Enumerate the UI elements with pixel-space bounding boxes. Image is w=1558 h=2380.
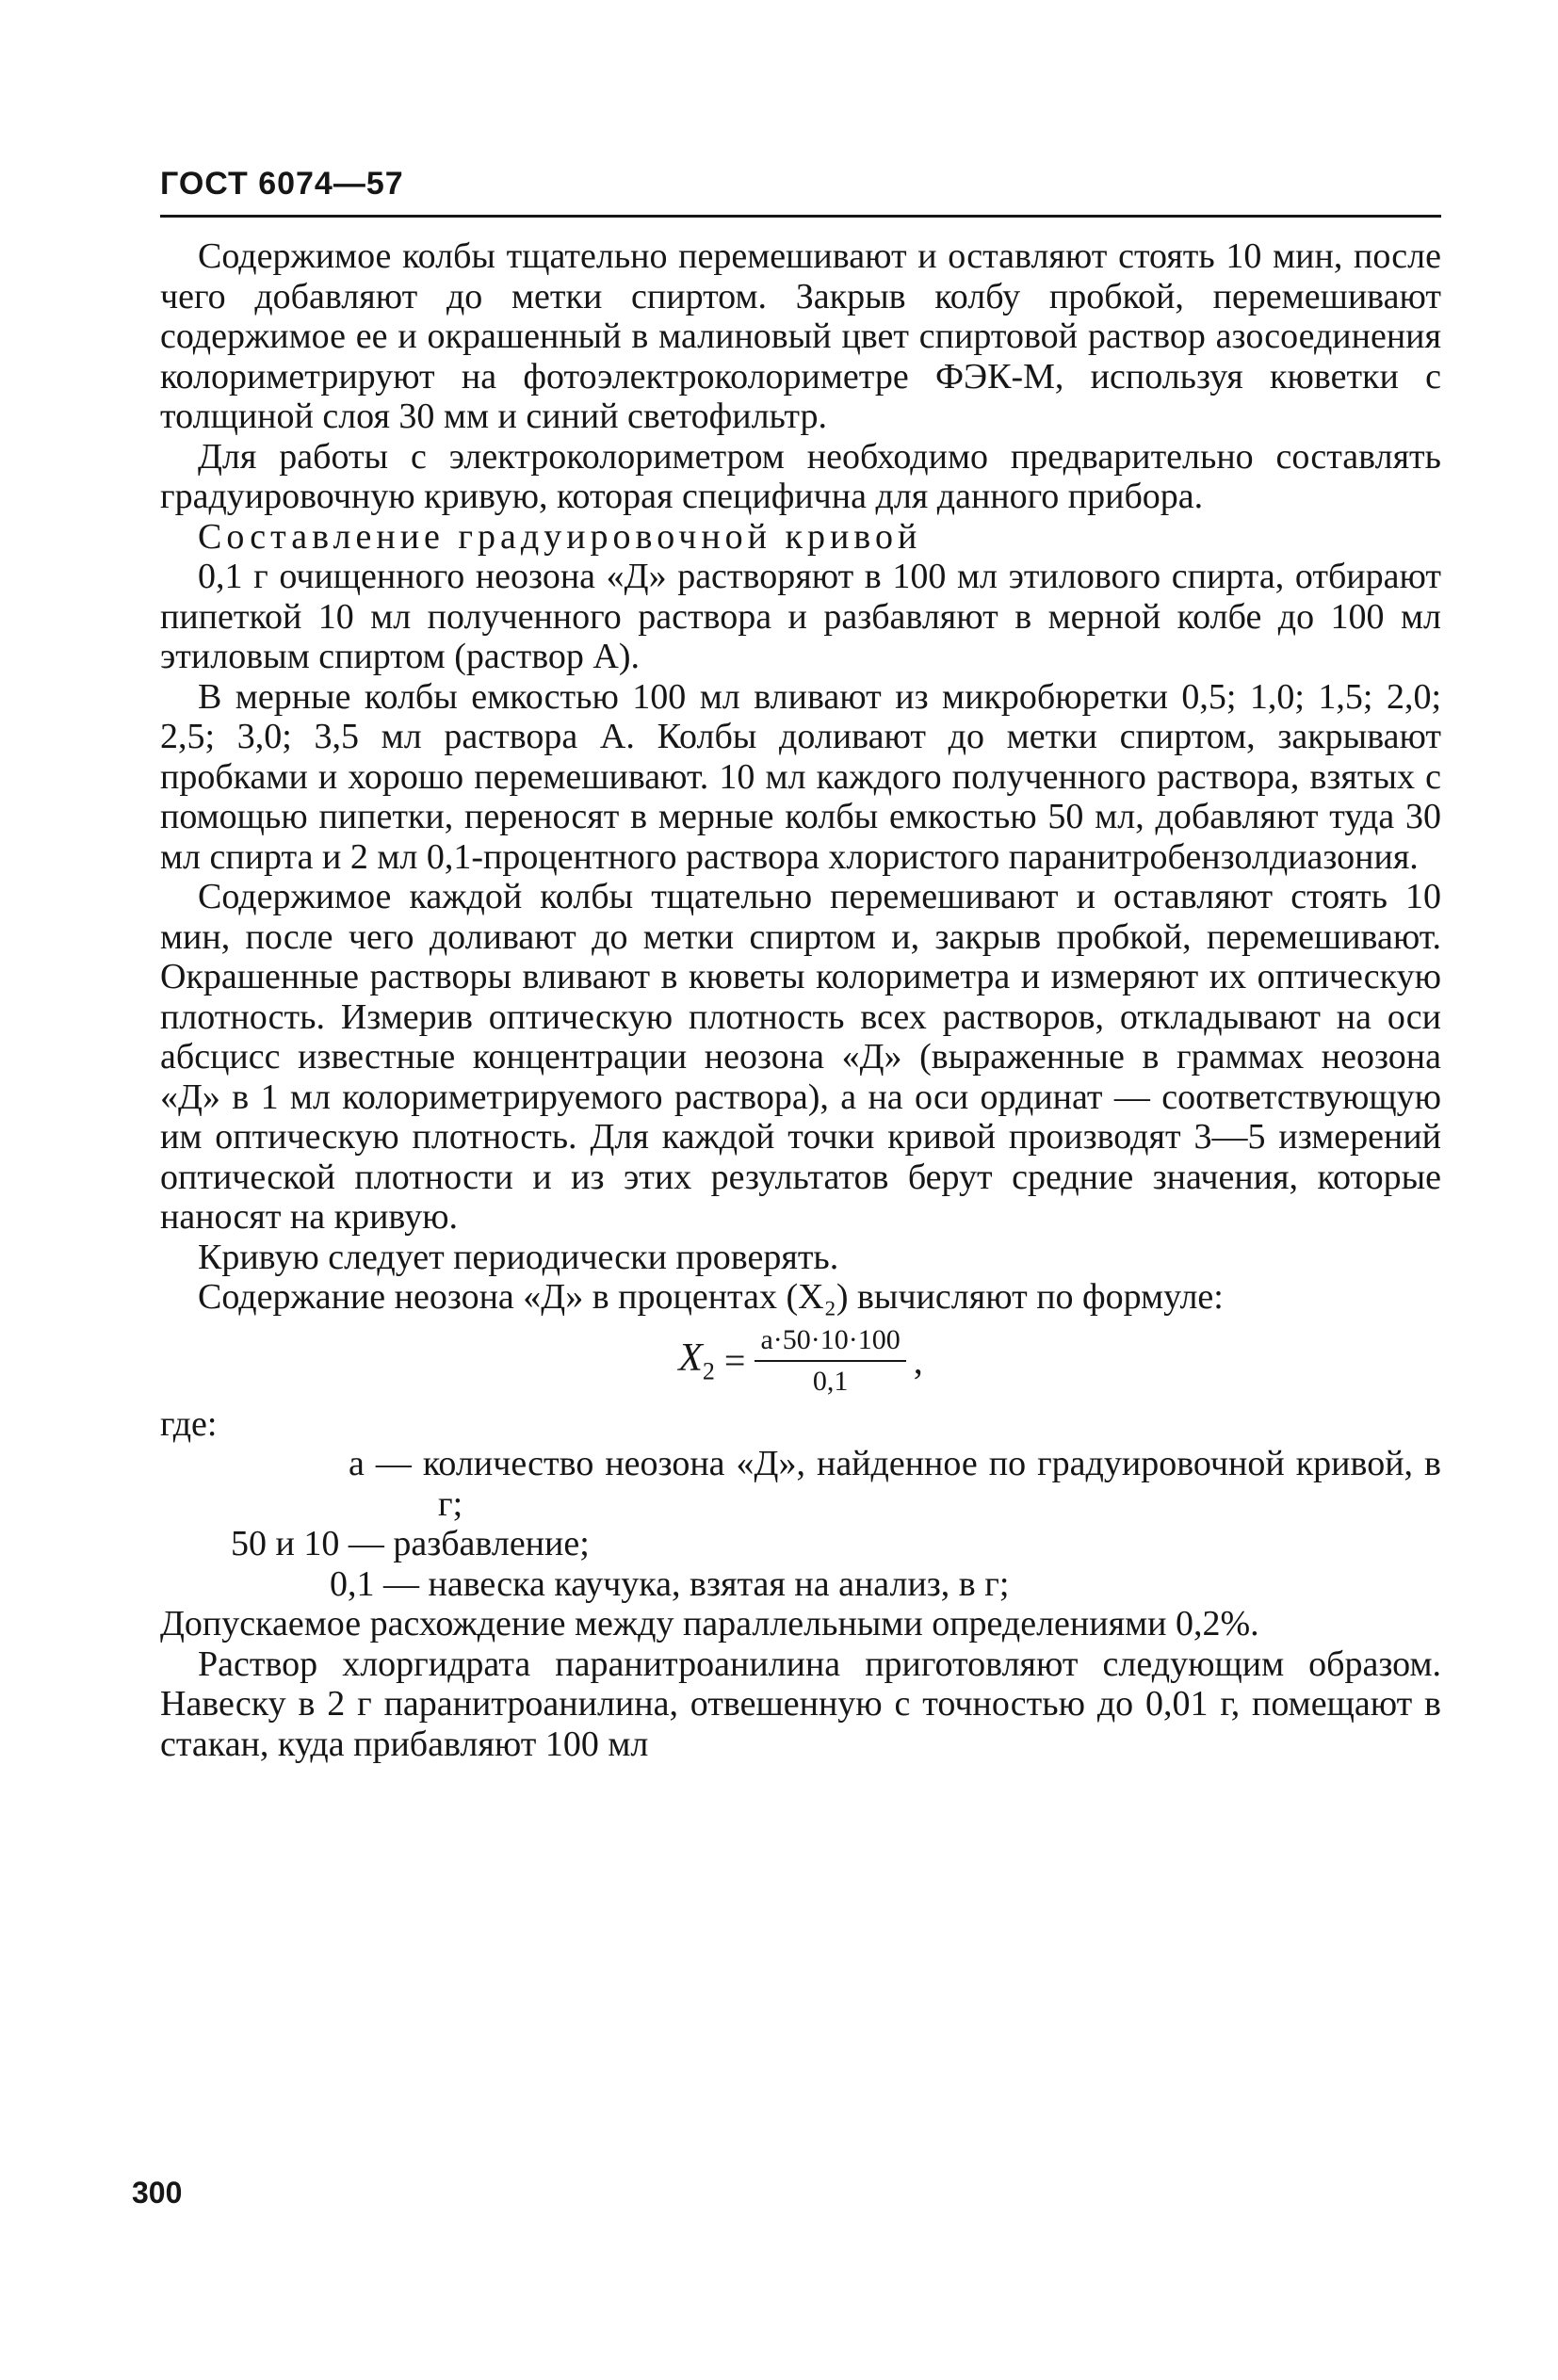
paragraph-6: Кривую следует периодически проверять. [198,1237,839,1277]
formula-comma: , [913,1339,923,1382]
document-page [160,160,1441,1764]
paragraph-4: В мерные колбы емкостью 100 мл вливают из микробюретки 0,5; 1,0; 1,5; 2,0; 2,5; 3,0; 3,5 мл раствора А. Колбы доливают до метки спиртом, закрывают пробками и хорошо перемешивают. 10 мл каждого полученного раствора, взятых с помощью пипетки, переносят в мерные колбы емкостью 50 мл, добавляют туда 30 мл спирта и 2 мл 0,1-процентного раствора хлористого паранитробензолдиазония. [160,676,1441,877]
running-header: ГОСТ 6074—57 [160,166,404,202]
formula-denominator: 0,1 [812,1365,849,1397]
body-text-continued [160,1604,1441,1764]
body-text [160,236,1441,1318]
section-title: Составление градуировочной кривой [198,516,922,557]
paragraph-1: Содержимое колбы тщательно перемешивают и оставляют стоять 10 мин, после чего добавляют до метки спиртом. Закрыв колбу пробкой, перемешивают содержимое ее и окрашенный в малиновый цвет спиртовой раствор азосоединения колориметрируют на фотоэлектроколориметре ФЭК-М, используя кюветки с толщиной слоя 30 мм и синий светофильтр. [160,236,1441,436]
formula-equals: = [723,1339,746,1382]
paragraph-8: Допускаемое расхождение между параллельными определениями 0,2%. [160,1604,1259,1643]
paragraph-7: Содержание неозона «Д» в процентах (X₂) вычисляют по формуле: [198,1277,1224,1317]
where-item-c: 0,1 — навеска каучука, взятая на анализ, в г; [330,1563,1010,1604]
formula-fraction [755,1324,905,1398]
where-label-block [160,1404,1441,1445]
formula-lhs-subscript: 2 [702,1357,715,1385]
paragraph-5: Содержимое каждой колбы тщательно перемешивают и оставляют стоять 10 мин, после чего доливают до метки спиртом и, закрыв пробкой, перемешивают. Окрашенные растворы вливают в кюветы колориметра и измеряют их оптическую плотность. Измерив оптическую плотность всех растворов, откладывают на оси абсцисс известные концентрации неозона «Д» (выраженные в граммах неозона «Д» в 1 мл колориметрируемого раствора), а на оси ординат — соответствующую им оптическую плотность. Для каждой точки кривой производят 3—5 измерений оптической плотности и из этих результатов берут средние значения, которые наносят на кривую. [160,877,1441,1237]
formula-numerator: a·50·10·100 [755,1324,905,1362]
formula [678,1324,923,1398]
where-item-a: а — количество неозона «Д», найденное по градуировочной кривой, в г; [349,1444,1441,1524]
paragraph-3: 0,1 г очищенного неозона «Д» растворяют в 100 мл этилового спирта, отбирают пипеткой 10 мл полученного раствора и разбавляют в мерной колбе до 100 мл этиловым спиртом (раствор А). [160,557,1441,676]
formula-block [160,1318,1441,1404]
header-rule [160,215,1441,218]
where-item-b: 50 и 10 — разбавление; [231,1524,590,1563]
formula-lhs: $X_2$ [678,1336,715,1385]
paragraph-2: Для работы с электроколориметром необходимо предварительно составлять градуировочную кривую, которая специфична для данного прибора. [160,436,1441,516]
page-number: 300 [132,2176,183,2210]
where-label: где: [160,1403,218,1444]
paragraph-9: Раствор хлоргидрата паранитроанилина приготовляют следующим образом. Навеску в 2 г паранитроанилина, отвешенную с точностью до 0,01 г, помещают в стакан, куда прибавляют 100 мл [160,1643,1441,1764]
